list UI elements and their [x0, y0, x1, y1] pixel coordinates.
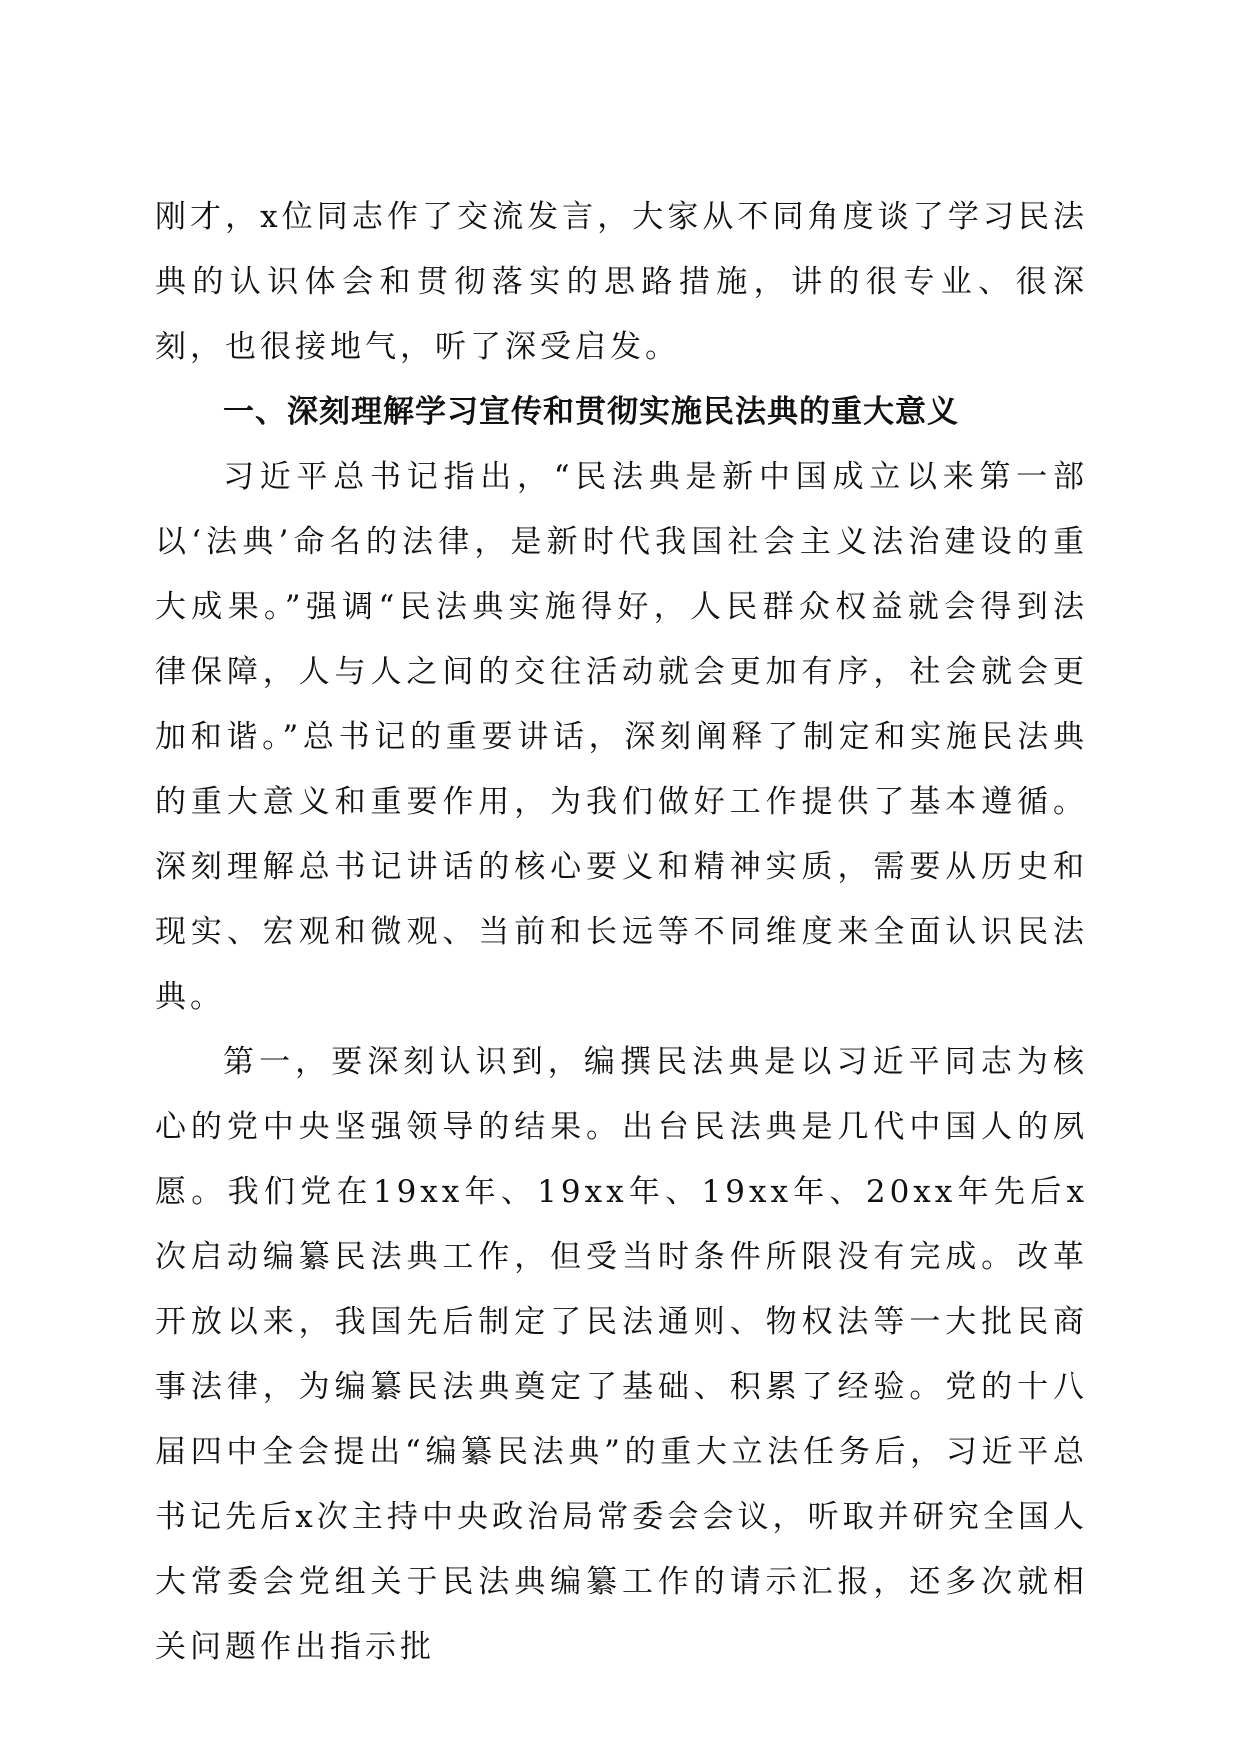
section-heading: 一、深刻理解学习宣传和贯彻实施民法典的重大意义: [223, 394, 959, 430]
section-body-paragraph: 习近平总书记指出，“民法典是新中国成立以来第一部以‘法典’命名的法律，是新时代我国社会主义法治建设的重大成果。”强调“民法典实施得好，人民群众权益就会得到法律保障，人与人之间的交往活动就会更加有序，社会就会更加和谐。”总书记的重要讲话，深刻阐释了制定和实施民法典的重大意义和重要作用，为我们做好工作提供了基本遵循。深刻理解总书记讲话的核心要义和精神实质，需要从历史和现实、宏观和微观、当前和长远等不同维度来全面认识民法典。: [155, 459, 1088, 1015]
point-one-paragraph: 第一，要深刻认识到，编撰民法典是以习近平同志为核心的党中央坚强领导的结果。出台民法典是几代中国人的夙愿。我们党在19xx年、19xx年、19xx年、20xx年先后x次启动编纂民法典工作，但受当时条件所限没有完成。改革开放以来，我国先后制定了民法通则、物权法等一大批民商事法律，为编纂民法典奠定了基础、积累了经验。党的十八届四中全会提出“编纂民法典”的重大立法任务后，习近平总书记先后x次主持中央政治局常委会会议，听取并研究全国人大常委会党组关于民法典编纂工作的请示汇报，还多次就相关问题作出指示批: [155, 1044, 1088, 1665]
document-body: [155, 185, 1088, 1680]
intro-paragraph: 刚才，x位同志作了交流发言，大家从不同角度谈了学习民法典的认识体会和贯彻落实的思路措施，讲的很专业、很深刻，也很接地气，听了深受启发。: [155, 199, 1088, 365]
